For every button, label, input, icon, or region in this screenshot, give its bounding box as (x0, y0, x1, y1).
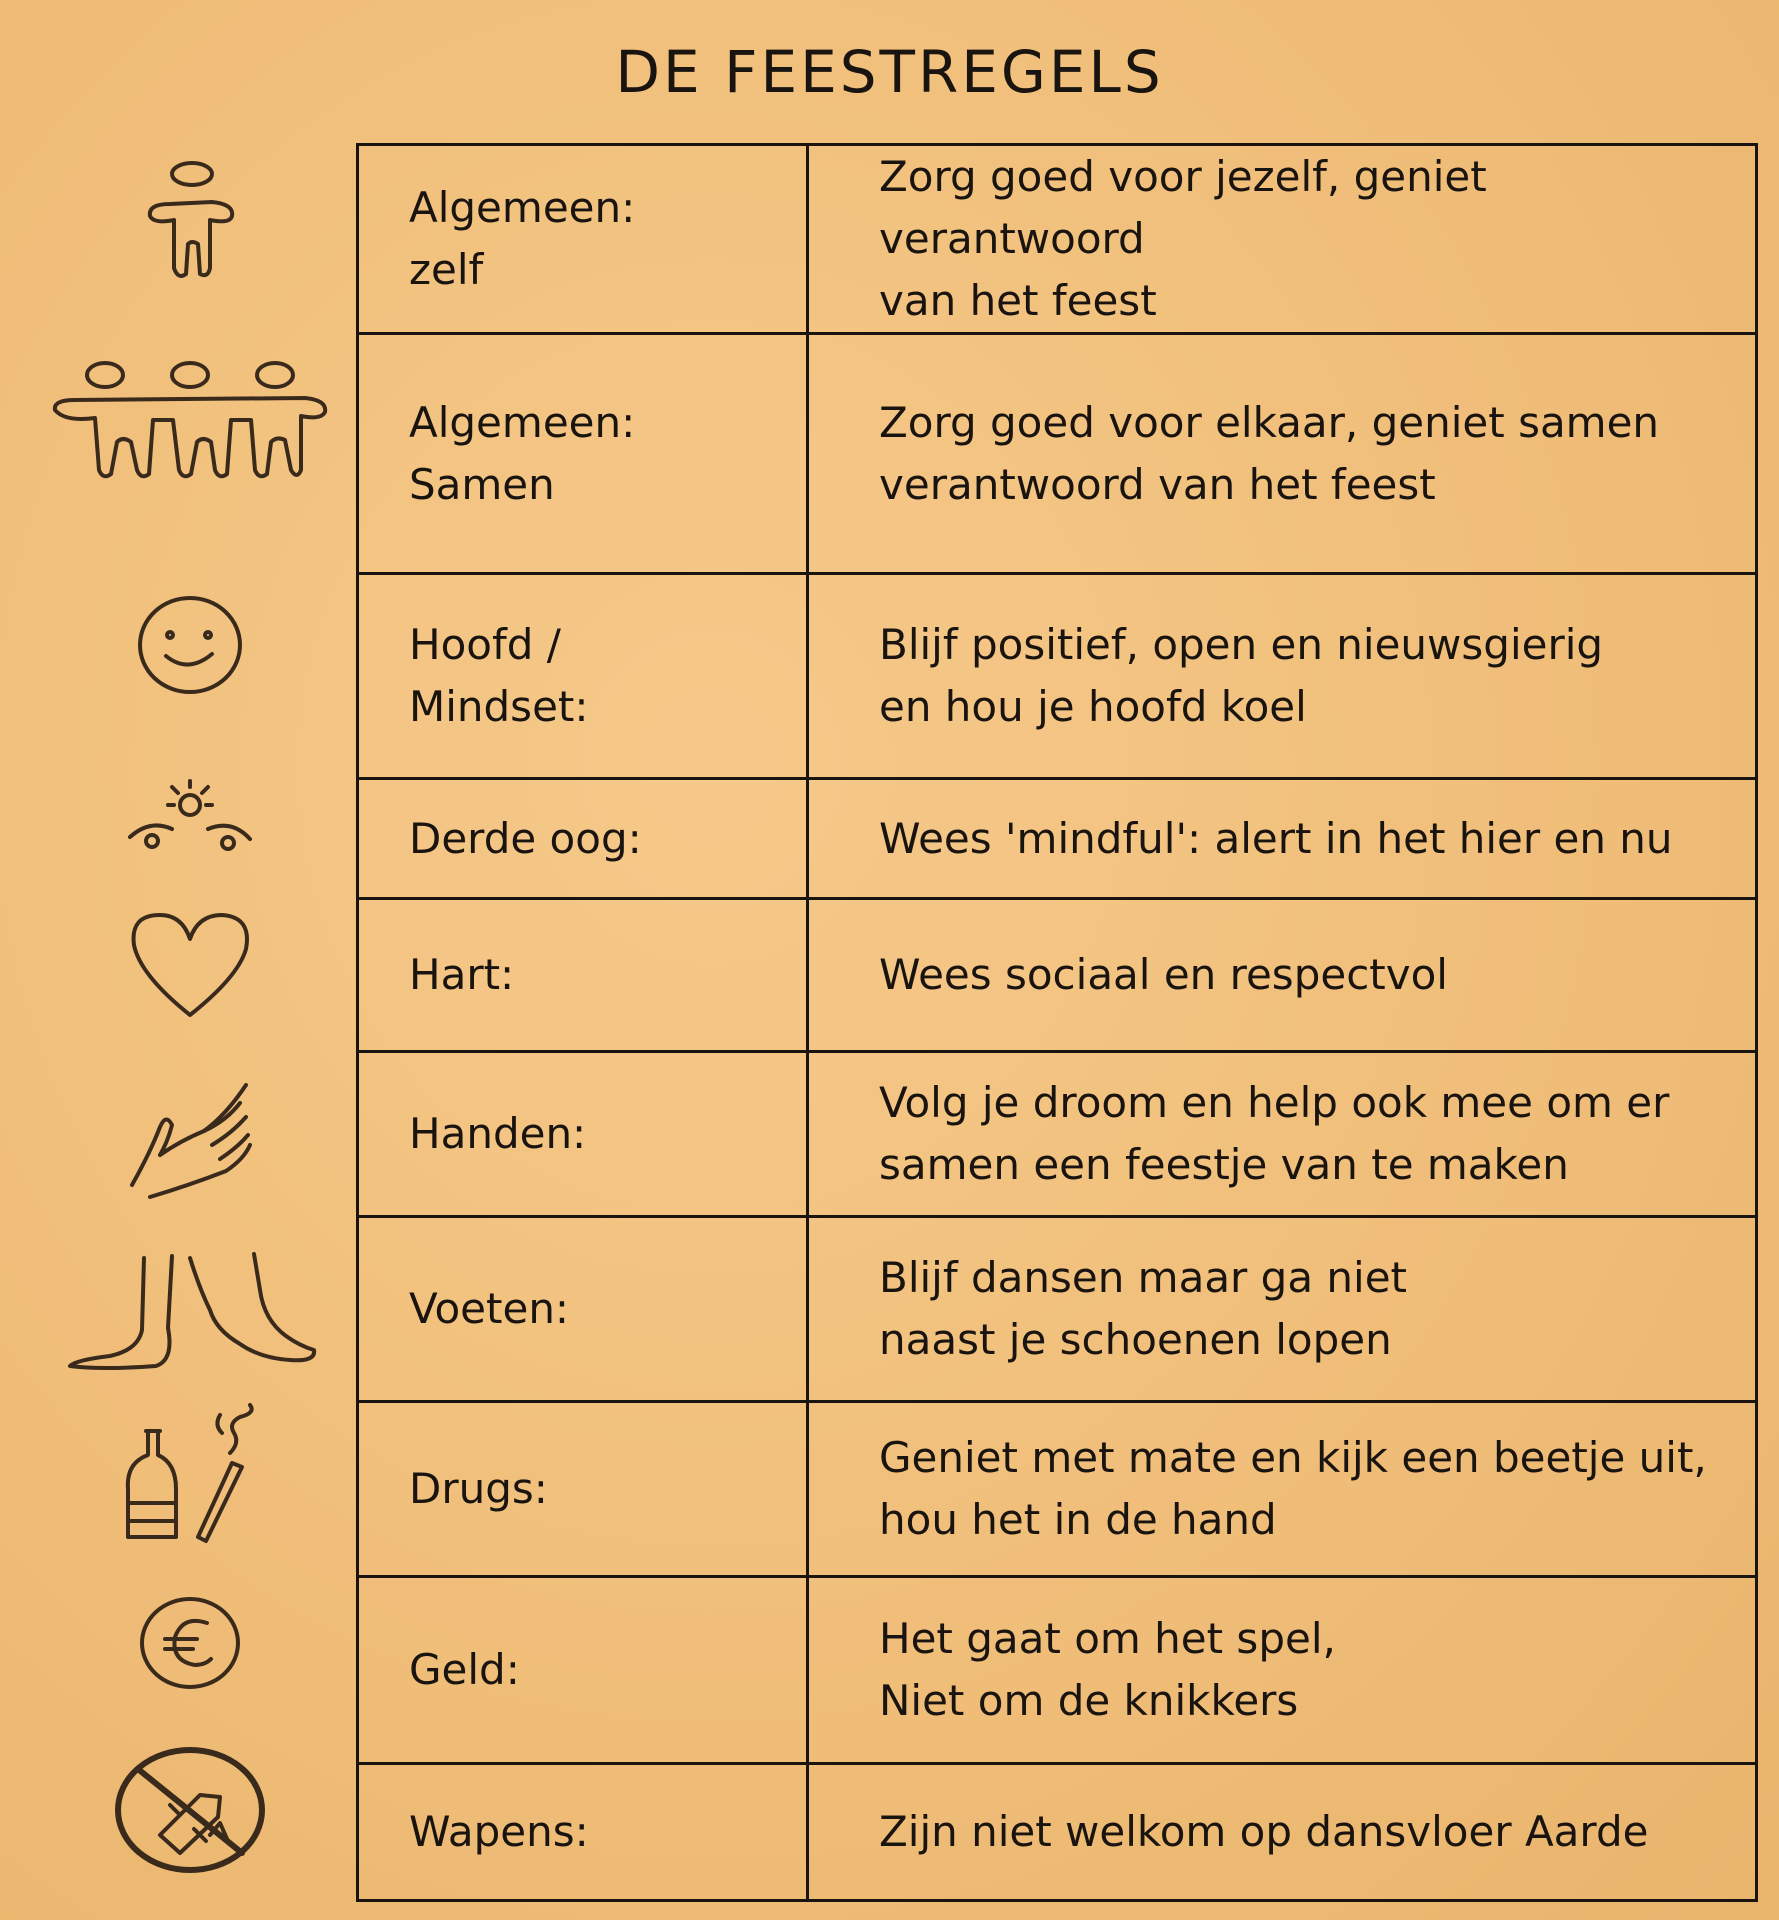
category-cell (358, 1577, 808, 1764)
rule-cell (808, 1577, 1757, 1764)
no-weapons-icon (40, 1740, 340, 1880)
category-label: Geld: (409, 1645, 520, 1694)
category-cell (358, 1764, 808, 1901)
table-row (358, 334, 1757, 574)
smiley-icon (40, 565, 340, 725)
table-row (358, 145, 1757, 334)
rule-text: Zorg goed voor jezelf, geniet verantwoord van het feest (879, 152, 1487, 325)
table-row (358, 574, 1757, 779)
category-label: Wapens: (409, 1807, 589, 1856)
rule-cell (808, 779, 1757, 899)
category-cell (358, 779, 808, 899)
category-label: Voeten: (409, 1284, 570, 1333)
euro-icon (40, 1568, 340, 1718)
category-cell (358, 899, 808, 1052)
rule-cell (808, 1764, 1757, 1901)
category-label: Derde oog: (409, 813, 642, 863)
rule-text: Volg je droom en help ook mee om er samen een feestje van te maken (879, 1078, 1670, 1189)
page-title: DE FEESTREGELS (615, 38, 1164, 106)
category-label: Handen: (409, 1109, 587, 1158)
category-cell (358, 574, 808, 779)
table-row (358, 1052, 1757, 1217)
person-icon (40, 148, 340, 293)
category-label: Algemeen: zelf (409, 183, 636, 294)
rule-cell (808, 899, 1757, 1052)
category-cell (358, 145, 808, 334)
rule-text: Wees 'mindful': alert in het hier en nu (879, 813, 1673, 863)
rule-cell (808, 334, 1757, 574)
rule-cell (808, 1052, 1757, 1217)
category-cell (358, 1217, 808, 1402)
table-row (358, 1217, 1757, 1402)
rule-text: Wees sociaal en respectvol (879, 950, 1448, 999)
rule-text: Blijf dansen maar ga niet naast je schoenen lopen (879, 1253, 1408, 1364)
rule-cell (808, 574, 1757, 779)
category-label: Algemeen: Samen (409, 397, 636, 509)
heart-icon (40, 890, 340, 1040)
table-row (358, 1764, 1757, 1901)
table-row (358, 1577, 1757, 1764)
rule-cell (808, 1402, 1757, 1577)
rule-cell (808, 145, 1757, 334)
bottle-joint-icon (40, 1398, 340, 1548)
category-cell (358, 1402, 808, 1577)
category-cell (358, 334, 808, 574)
rule-text: Het gaat om het spel, Niet om de knikkers (879, 1614, 1336, 1725)
hand-icon (40, 1060, 340, 1220)
third-eye-icon (40, 762, 340, 882)
category-label: Hoofd / Mindset: (409, 620, 589, 731)
category-label: Hart: (409, 950, 515, 999)
rule-text: Blijf positief, open en nieuwsgierig en hou je hoofd koel (879, 620, 1604, 731)
table-row (358, 899, 1757, 1052)
category-cell (358, 1052, 808, 1217)
rules-table (356, 143, 1758, 1902)
table-row (358, 779, 1757, 899)
group-icon (40, 325, 340, 525)
rule-text: Geniet met mate en kijk een beetje uit, hou het in de hand (879, 1433, 1707, 1544)
table-row (358, 1402, 1757, 1577)
category-label: Drugs: (409, 1464, 548, 1513)
rule-text: Zorg goed voor elkaar, geniet samen verantwoord van het feest (879, 397, 1660, 509)
feet-icon (40, 1240, 340, 1390)
rule-text: Zijn niet welkom op dansvloer Aarde (879, 1807, 1649, 1856)
rule-cell (808, 1217, 1757, 1402)
